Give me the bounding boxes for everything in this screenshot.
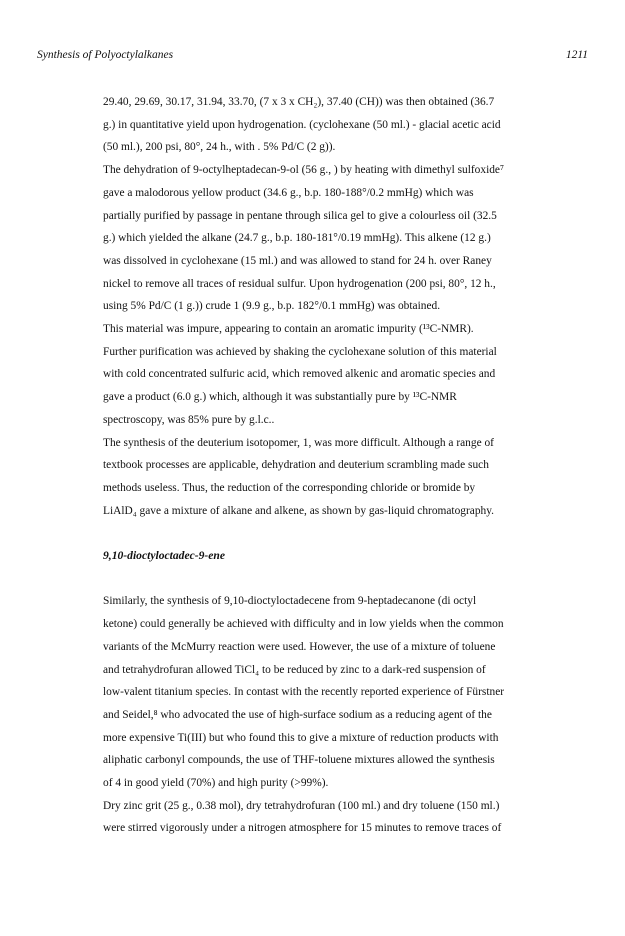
body-text	[103, 91, 543, 840]
text-line: gave a malodorous yellow product (34.6 g., b.p. 180-188°/0.2 mmHg) which was	[103, 186, 474, 199]
text-line: of 4 in good yield (70%) and high purity (>99%).	[103, 777, 329, 790]
running-header	[37, 49, 588, 65]
journal-title: Synthesis of Polyoctylalkanes	[37, 49, 174, 61]
text-line: was dissolved in cyclohexane (15 ml.) and was allowed to stand for 24 h. over Raney	[103, 254, 492, 267]
page-number: 1211	[565, 49, 588, 61]
text-line: ketone) could generally be achieved with difficulty and in low yields when the common	[103, 618, 504, 631]
section-heading: 9,10-dioctyloctadec-9-ene	[103, 549, 226, 563]
text-line: and Seidel,⁸ who advocated the use of high-surface sodium as a reducing agent of the	[103, 708, 492, 721]
text-line: Similarly, the synthesis of 9,10-dioctyloctadecene from 9-heptadecanone (di octyl	[103, 595, 477, 608]
text-line: This material was impure, appearing to contain an aromatic impurity (¹³C-NMR).	[103, 323, 474, 336]
text-line: Further purification was achieved by shaking the cyclohexane solution of this material	[103, 345, 497, 358]
text-line: g.) in quantitative yield upon hydrogenation. (cyclohexane (50 ml.) - glacial acetic acid	[103, 118, 501, 131]
text-line: methods useless. Thus, the reduction of the corresponding chloride or bromide by	[103, 481, 476, 494]
paragraph-gap	[103, 522, 543, 545]
text-line: low-valent titanium species. In contast with the recently reported experience of Fürstner	[103, 686, 505, 699]
text-line: were stirred vigorously under a nitrogen atmosphere for 15 minutes to remove traces of	[103, 822, 502, 835]
text-line: textbook processes are applicable, dehydration and deuterium scrambling made such	[103, 459, 489, 472]
text-line: Dry zinc grit (25 g., 0.38 mol), dry tetrahydrofuran (100 ml.) and dry toluene (150 ml.)	[103, 799, 500, 812]
text-line: g.) which yielded the alkane (24.7 g., b.p. 180-181°/0.19 mmHg). This alkene (12 g.)	[103, 232, 491, 245]
text-line: partially purified by passage in pentane through silica gel to give a colourless oil (32.5	[103, 209, 497, 222]
text-line: variants of the McMurry reaction were used. However, the use of a mixture of toluene	[103, 640, 496, 653]
text-line: 29.40, 29.69, 30.17, 31.94, 33.70, (7 x 3 x CH₂), 37.40 (CH)) was then obtained (36.7	[103, 96, 495, 108]
text-line: The dehydration of 9-octylheptadecan-9-ol (56 g., ) by heating with dimethyl sulfoxide⁷	[103, 164, 504, 177]
text-line: The synthesis of the deuterium isotopomer, 1, was more difficult. Although a range of	[103, 436, 494, 449]
text-line: using 5% Pd/C (1 g.)) crude 1 (9.9 g., b.p. 182°/0.1 mmHg) was obtained.	[103, 300, 441, 313]
text-line: spectroscopy, was 85% pure by g.l.c..	[103, 413, 275, 426]
text-line: aliphatic carbonyl compounds, the use of THF-toluene mixtures allowed the synthesis	[103, 754, 495, 767]
text-line: LiAlD₄ gave a mixture of alkane and alkene, as shown by gas-liquid chromatography.	[103, 504, 495, 517]
paragraph-gap	[103, 568, 543, 591]
text-line: nickel to remove all traces of residual sulfur. Upon hydrogenation (200 psi, 80°, 12 h.,	[103, 277, 496, 290]
text-line: gave a product (6.0 g.) which, although it was substantially pure by ¹³C-NMR	[103, 391, 457, 404]
text-line: (50 ml.), 200 psi, 80°, 24 h., with . 5% Pd/C (2 g)).	[103, 141, 336, 154]
text-line: with cold concentrated sulfuric acid, which removed alkenic and aromatic species and	[103, 368, 496, 381]
text-line: and tetrahydrofuran allowed TiCl₄ to be reduced by zinc to a dark-red suspension of	[103, 663, 486, 676]
text-line: more expensive Ti(III) but who found this to give a mixture of reduction products with	[103, 731, 499, 744]
